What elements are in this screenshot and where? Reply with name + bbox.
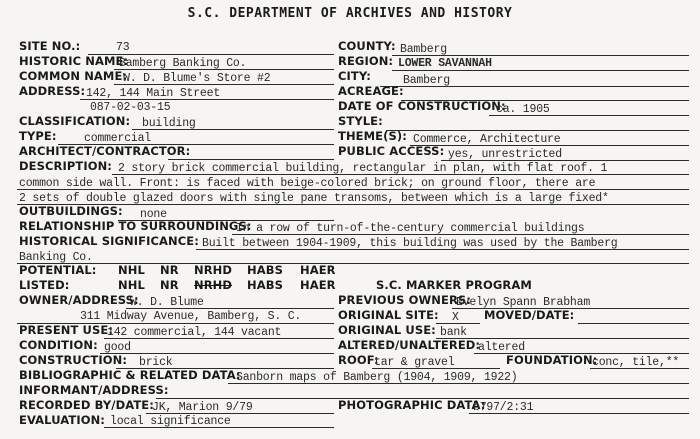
city-line: [380, 86, 689, 87]
present-use-value: 142 commercial, 144 vacant: [107, 326, 282, 339]
listed-habs: HABS: [247, 278, 283, 292]
foundation-label: FOUNDATION:: [506, 353, 598, 367]
public-access-value: yes, unrestricted: [448, 148, 562, 161]
region-line: [392, 70, 689, 71]
outbuildings-value: none: [140, 208, 167, 221]
classification-label: CLASSIFICATION:: [19, 114, 131, 128]
informant-label: INFORMANT/ADDRESS:: [19, 383, 169, 397]
original-use-label: ORIGINAL USE:: [338, 323, 436, 337]
bibliographic-line: [228, 383, 689, 384]
type-label: TYPE:: [19, 129, 57, 143]
historical-significance-underline-1: [196, 249, 689, 250]
architect-label: ARCHITECT/CONTRACTOR:: [19, 144, 191, 158]
common-name-value: W. D. Blume's Store #2: [123, 72, 271, 85]
architect-line: [168, 159, 334, 160]
county-value: Bamberg: [400, 43, 447, 56]
listed-nrhd: NRHD: [194, 278, 233, 292]
roof-label: ROOF:: [338, 353, 379, 367]
marker-program-label: S.C. MARKER PROGRAM: [376, 278, 532, 292]
site-no-label: SITE NO.:: [19, 39, 81, 53]
description-line-2: common side wall. Front: is faced with beige-colored brick; on ground floor, there are: [19, 177, 596, 190]
description-line-3: 2 sets of double glazed doors with single pane transoms, between which is a large fixed*: [19, 192, 609, 205]
condition-label: CONDITION:: [19, 338, 98, 352]
description-label: DESCRIPTION:: [19, 159, 113, 173]
historical-significance-line-1: Built between 1904-1909, this building was used by the Bamberg: [202, 237, 618, 250]
present-use-label: PRESENT USE:: [19, 323, 114, 337]
listed-nr: NR: [160, 278, 179, 292]
potential-habs: HABS: [247, 263, 283, 277]
relationship-value: In a row of turn-of-the-century commercial buildings: [236, 222, 585, 235]
city-label: CITY:: [338, 69, 371, 83]
description-underline-2: [17, 189, 689, 190]
original-site-line: [436, 323, 480, 324]
address-value: 142, 144 Main Street: [86, 87, 221, 100]
historic-name-label: HISTORIC NAME:: [19, 54, 129, 68]
county-label: COUNTY:: [338, 39, 396, 53]
potential-nrhd: NRHD: [194, 263, 233, 277]
classification-line: [132, 129, 334, 130]
roof-line: [372, 368, 500, 369]
relationship-line: [232, 234, 689, 235]
theme-value: Commerce, Architecture: [413, 133, 561, 146]
public-access-line: [441, 160, 689, 161]
date-of-construction-value: ca. 1905: [496, 103, 550, 116]
common-name-label: COMMON NAME:: [19, 69, 128, 83]
owner-name-value: W. D. Blume: [130, 296, 204, 309]
altered-unaltered-label: ALTERED/UNALTERED:: [338, 338, 481, 352]
foundation-value: conc, tile,**: [592, 356, 680, 369]
moved-date-label: MOVED/DATE:: [484, 308, 575, 322]
previous-owners-value: Evelyn Spann Brabham: [456, 296, 591, 309]
historical-significance-label: HISTORICAL SIGNIFICANCE:: [19, 234, 199, 248]
recorded-by-value: JK, Marion 9/79: [152, 401, 253, 414]
description-line-1: 2 story brick commercial building, rectangular in plan, with flat roof. 1: [118, 162, 608, 175]
style-line: [386, 130, 689, 131]
potential-label: POTENTIAL:: [19, 263, 97, 277]
listed-haer: HAER: [300, 278, 336, 292]
recorded-by-label: RECORDED BY/DATE:: [19, 398, 154, 412]
county-line: [392, 55, 689, 56]
construction-label: CONSTRUCTION:: [19, 353, 128, 367]
photographic-data-label: PHOTOGRAPHIC DATA:: [338, 398, 486, 412]
photographic-data-value: b797/2:31: [473, 401, 534, 414]
city-value: Bamberg: [403, 74, 450, 87]
outbuildings-label: OUTBUILDINGS:: [19, 204, 123, 218]
potential-haer: HAER: [300, 263, 336, 277]
photographic-data-line: [469, 413, 689, 414]
historical-significance-line-2: Banking Co.: [19, 251, 93, 264]
address-label: ADDRESS:: [19, 84, 86, 98]
previous-owners-label: PREVIOUS OWNERS:: [338, 293, 471, 307]
historic-name-line: [114, 69, 334, 70]
type-value: commercial: [84, 132, 152, 145]
historic-name-value: Bamberg Banking Co.: [119, 57, 247, 70]
condition-value: good: [104, 341, 131, 354]
owner-address-value: 311 Midway Avenue, Bamberg, S. C.: [80, 310, 302, 323]
moved-date-line: [578, 323, 689, 324]
potential-nr: NR: [160, 263, 179, 277]
evaluation-label: EVALUATION:: [19, 413, 106, 427]
card-title: S.C. DEPARTMENT OF ARCHIVES AND HISTORY: [187, 6, 513, 21]
listed-label: LISTED:: [19, 278, 70, 292]
description-underline-1: [112, 174, 689, 175]
evaluation-line: [104, 427, 334, 428]
public-access-label: PUBLIC ACCESS:: [338, 144, 445, 158]
present-use-line: [104, 338, 334, 339]
date-of-construction-line: [489, 115, 689, 116]
address-line: [80, 99, 334, 100]
condition-line: [100, 353, 334, 354]
region-label: REGION:: [338, 54, 394, 68]
listed-nhl: NHL: [118, 278, 145, 292]
original-site-label: ORIGINAL SITE:: [338, 308, 439, 322]
roof-value: tar & gravel: [374, 356, 455, 369]
acreage-label: ACREAGE:: [338, 84, 404, 98]
owner-address-label: OWNER/ADDRESS:: [19, 293, 139, 307]
date-of-construction-label: DATE OF CONSTRUCTION:: [338, 99, 506, 113]
potential-nhl: NHL: [118, 263, 145, 277]
style-label: STYLE:: [338, 114, 383, 128]
bibliographic-label: BIBLIOGRAPHIC & RELATED DATA:: [19, 368, 241, 382]
relationship-label: RELATIONSHIP TO SURROUNDINGS:: [19, 219, 252, 233]
theme-label: THEME(S):: [338, 129, 407, 143]
foundation-line: [590, 368, 689, 369]
original-site-value: X: [452, 311, 459, 324]
common-name-line: [114, 84, 334, 85]
site-no-value: 73: [116, 41, 130, 54]
altered-unaltered-value: altered: [478, 341, 525, 354]
region-value: LOWER SAVANNAH: [398, 57, 492, 70]
construction-value: brick: [139, 356, 173, 369]
tax-map-value: 087-02-03-15: [90, 101, 171, 114]
original-use-value: bank: [440, 326, 467, 339]
owner-name-line: [126, 308, 334, 309]
evaluation-value: local significance: [110, 415, 231, 428]
classification-value: building: [142, 117, 196, 130]
theme-line: [410, 145, 689, 146]
recorded-by-line: [146, 413, 334, 414]
bibliographic-value: Sanborn maps of Bamberg (1904, 1909, 1922): [236, 371, 518, 384]
